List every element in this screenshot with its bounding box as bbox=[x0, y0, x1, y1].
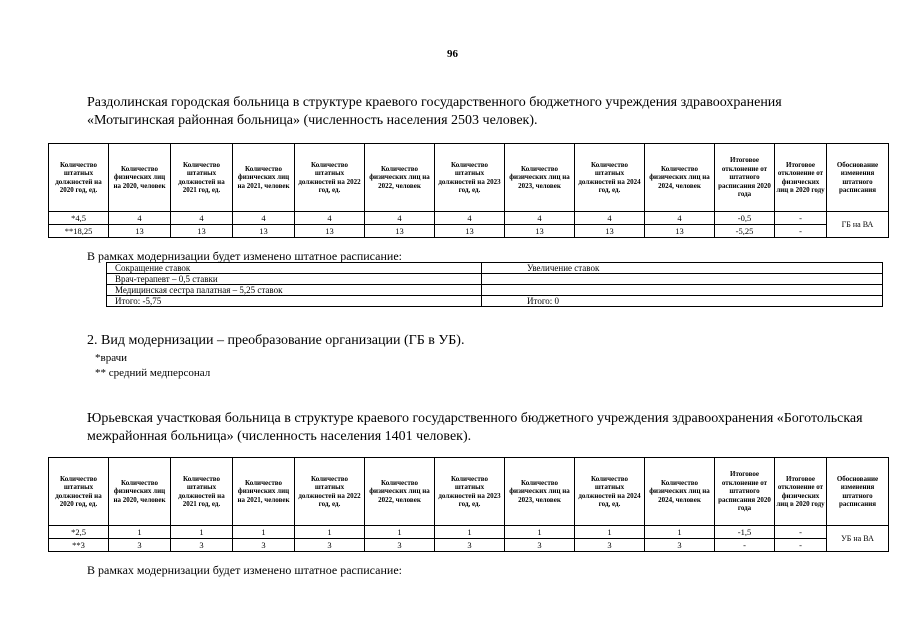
column-header: Количество штатных должностей на 2022 год, ед. bbox=[295, 144, 365, 212]
column-header: Количество физических лиц на 2021, человек bbox=[233, 144, 295, 212]
table-cell: 4 bbox=[109, 212, 171, 225]
table-cell: 13 bbox=[233, 225, 295, 238]
table-cell: 1 bbox=[295, 526, 365, 539]
column-header: Количество штатных должностей на 2023 год, ед. bbox=[435, 144, 505, 212]
column-header: Количество физических лиц на 2020, человек bbox=[109, 144, 171, 212]
column-header: Количество штатных должностей на 2021 год, ед. bbox=[171, 144, 233, 212]
column-header: Количество штатных должностей на 2020 год, ед. bbox=[49, 458, 109, 526]
column-header: Количество штатных должностей на 2020 год, ед. bbox=[49, 144, 109, 212]
table-cell: 3 bbox=[365, 539, 435, 552]
table-cell: 3 bbox=[109, 539, 171, 552]
increase-column-header: Увеличение ставок bbox=[482, 263, 883, 274]
table-cell: 4 bbox=[435, 212, 505, 225]
column-header: Количество физических лиц на 2023, человек bbox=[505, 144, 575, 212]
table-cell: *2,5 bbox=[49, 526, 109, 539]
table-cell: 4 bbox=[645, 212, 715, 225]
column-header: Количество физических лиц на 2024, человек bbox=[645, 458, 715, 526]
column-header: Количество физических лиц на 2024, человек bbox=[645, 144, 715, 212]
table-cell: 1 bbox=[109, 526, 171, 539]
justification-cell: ГБ на ВА bbox=[827, 212, 889, 238]
table-cell: - bbox=[775, 539, 827, 552]
table-cell: 13 bbox=[171, 225, 233, 238]
table-cell: -1,5 bbox=[715, 526, 775, 539]
column-header: Количество физических лиц на 2022, человек bbox=[365, 144, 435, 212]
table-cell: 4 bbox=[365, 212, 435, 225]
column-header: Количество физических лиц на 2023, человек bbox=[505, 458, 575, 526]
total-increase-cell: Итого: 0 bbox=[482, 296, 883, 307]
table-header-row bbox=[49, 144, 889, 212]
reduce-cell: Врач-терапевт – 0,5 ставки bbox=[107, 274, 482, 285]
table-row bbox=[107, 296, 883, 307]
reduce-column-header: Сокращение ставок bbox=[107, 263, 482, 274]
modernization-note-1: В рамках модернизации будет изменено штатное расписание: bbox=[87, 249, 402, 263]
table-row bbox=[49, 212, 889, 225]
column-header: Итоговое отклонение от физических лиц в 2020 году bbox=[775, 458, 827, 526]
column-header: Количество физических лиц на 2021, человек bbox=[233, 458, 295, 526]
table-cell: 3 bbox=[575, 539, 645, 552]
column-header: Количество штатных должностей на 2024 год, ед. bbox=[575, 458, 645, 526]
column-header: Количество штатных должностей на 2023 год, ед. bbox=[435, 458, 505, 526]
table-cell: 3 bbox=[645, 539, 715, 552]
staffing-table-1 bbox=[48, 143, 889, 238]
table-row bbox=[107, 274, 883, 285]
table-cell: 1 bbox=[233, 526, 295, 539]
table-cell: 4 bbox=[575, 212, 645, 225]
column-header: Количество штатных должностей на 2024 год, ед. bbox=[575, 144, 645, 212]
table-cell: 13 bbox=[365, 225, 435, 238]
table-cell: 1 bbox=[645, 526, 715, 539]
table-cell: 1 bbox=[365, 526, 435, 539]
table-cell: -0,5 bbox=[715, 212, 775, 225]
table-cell: 3 bbox=[435, 539, 505, 552]
column-header: Обоснование изменения штатного расписания bbox=[827, 144, 889, 212]
table-cell: - bbox=[775, 212, 827, 225]
page-number: 96 bbox=[447, 48, 458, 60]
column-header: Обоснование изменения штатного расписания bbox=[827, 458, 889, 526]
table-cell: 3 bbox=[295, 539, 365, 552]
table-cell: 1 bbox=[505, 526, 575, 539]
table-cell: -5,25 bbox=[715, 225, 775, 238]
table-cell: 13 bbox=[109, 225, 171, 238]
table-row bbox=[49, 225, 889, 238]
table-cell: 4 bbox=[171, 212, 233, 225]
table-row bbox=[49, 539, 889, 552]
legend-doctors: *врачи bbox=[95, 352, 128, 364]
column-header: Количество штатных должностей на 2022 год, ед. bbox=[295, 458, 365, 526]
table-header-row bbox=[107, 263, 883, 274]
table-cell: 13 bbox=[295, 225, 365, 238]
table-row bbox=[107, 285, 883, 296]
table-cell: 3 bbox=[233, 539, 295, 552]
reduce-cell: Медицинская сестра палатная – 5,25 ставок bbox=[107, 285, 482, 296]
table-cell: 4 bbox=[295, 212, 365, 225]
rate-changes-table bbox=[106, 262, 883, 307]
table-cell: 3 bbox=[171, 539, 233, 552]
legend-nurses: ** средний медперсонал bbox=[95, 367, 211, 379]
table-cell: *4,5 bbox=[49, 212, 109, 225]
table-header-row bbox=[49, 458, 889, 526]
column-header: Количество физических лиц на 2020, человек bbox=[109, 458, 171, 526]
table-cell: 1 bbox=[435, 526, 505, 539]
table-cell: - bbox=[775, 225, 827, 238]
table-cell: **18,25 bbox=[49, 225, 109, 238]
table-cell: 4 bbox=[505, 212, 575, 225]
column-header: Итоговое отклонение от физических лиц в 2020 году bbox=[775, 144, 827, 212]
table-row bbox=[49, 526, 889, 539]
column-header: Итоговое отклонение от штатного расписания 2020 года bbox=[715, 144, 775, 212]
table-cell: 1 bbox=[171, 526, 233, 539]
table-cell: 13 bbox=[505, 225, 575, 238]
table-cell: - bbox=[715, 539, 775, 552]
table-cell: 13 bbox=[645, 225, 715, 238]
increase-cell bbox=[482, 285, 883, 296]
column-header: Количество штатных должностей на 2021 год, ед. bbox=[171, 458, 233, 526]
modernization-note-2: В рамках модернизации будет изменено штатное расписание: bbox=[87, 563, 402, 577]
table-cell: 1 bbox=[575, 526, 645, 539]
table-cell: 13 bbox=[435, 225, 505, 238]
column-header: Количество физических лиц на 2022, человек bbox=[365, 458, 435, 526]
table-cell: 4 bbox=[233, 212, 295, 225]
justification-cell: УБ на ВА bbox=[827, 526, 889, 552]
table-cell: - bbox=[775, 526, 827, 539]
increase-cell bbox=[482, 274, 883, 285]
table-cell: **3 bbox=[49, 539, 109, 552]
table-cell: 13 bbox=[575, 225, 645, 238]
hospital-heading-1: Раздолинская городская больница в структуре краевого государственного бюджетного учреждения здравоохранения «Мотыгинская районная больница» (численность населения 2503 человек). bbox=[87, 95, 782, 128]
column-header: Итоговое отклонение от штатного расписания 2020 года bbox=[715, 458, 775, 526]
total-reduce-cell: Итого: -5,75 bbox=[107, 296, 482, 307]
hospital-heading-2: Юрьевская участковая больница в структуре краевого государственного бюджетного учреждения здравоохранения «Боготольская межрайонная больница» (численность населения 1401 человек). bbox=[87, 411, 863, 444]
section-title: 2. Вид модернизации – преобразование организации (ГБ в УБ). bbox=[87, 333, 465, 348]
table-cell: 3 bbox=[505, 539, 575, 552]
staffing-table-2 bbox=[48, 457, 889, 552]
